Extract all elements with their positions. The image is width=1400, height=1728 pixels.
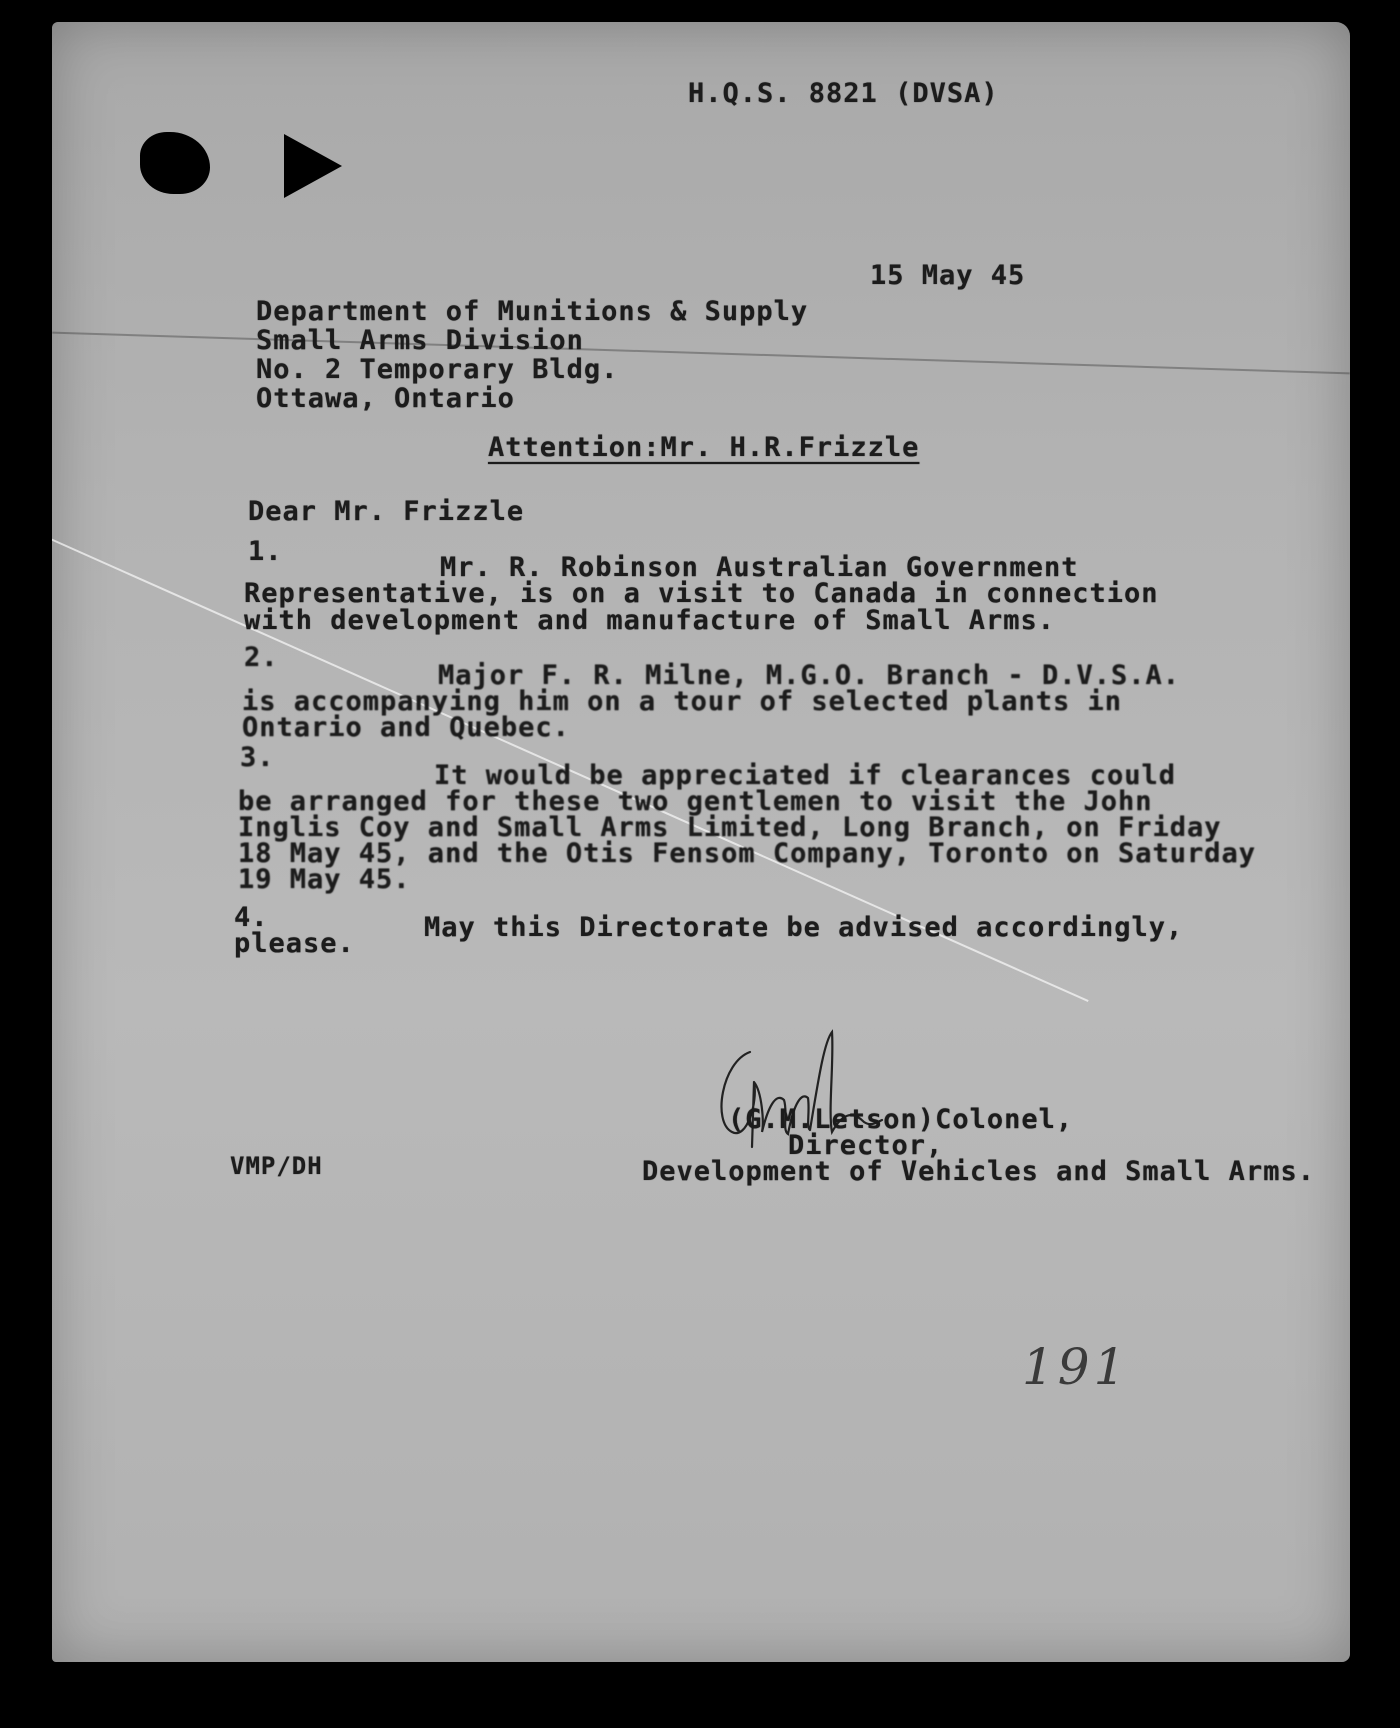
recipient-line: Ottawa, Ontario <box>256 383 515 414</box>
paragraph-number: 3. <box>240 742 275 773</box>
letter-page <box>52 22 1350 1662</box>
signatory-directorate: Development of Vehicles and Small Arms. <box>642 1156 1315 1187</box>
file-reference: H.Q.S. 8821 (DVSA) <box>688 78 999 109</box>
signatory-title: Director, <box>788 1130 944 1161</box>
paragraph-number: 2. <box>244 642 279 673</box>
recipient-line: Small Arms Division <box>256 325 584 356</box>
paragraph-line: is accompanying him on a tour of selected plants in <box>242 686 1123 717</box>
reference-initials: VMP/DH <box>230 1152 323 1180</box>
attention-line: Attention:Mr. H.R.Frizzle <box>488 432 920 463</box>
paragraph-line: 18 May 45, and the Otis Fensom Company, Toronto on Saturday <box>238 838 1257 869</box>
punch-hole-mark <box>140 132 210 194</box>
recipient-line: No. 2 Temporary Bldg. <box>256 354 619 385</box>
paragraph-line: Ontario and Quebec. <box>242 712 570 743</box>
paragraph-line: May this Directorate be advised accordingly, <box>424 912 1184 943</box>
paragraph-line: It would be appreciated if clearances could <box>434 760 1176 791</box>
salutation: Dear Mr. Frizzle <box>248 496 525 527</box>
paragraph-line: Representative, is on a visit to Canada in connection <box>244 578 1159 609</box>
paragraph-number: 1. <box>248 536 283 567</box>
paragraph-line: be arranged for these two gentlemen to visit the John <box>238 786 1153 817</box>
paragraph-number: 4. <box>234 902 269 933</box>
signatory-name: (G.M.Letson)Colonel, <box>728 1104 1074 1135</box>
recipient-line: Department of Munitions & Supply <box>256 296 809 327</box>
page-crease <box>52 332 1349 375</box>
paragraph-line: 19 May 45. <box>238 864 411 895</box>
handwritten-page-number: 191 <box>1022 1338 1130 1396</box>
punch-hole-mark <box>284 134 342 198</box>
paragraph-line: please. <box>234 928 355 959</box>
paragraph-line: Inglis Coy and Small Arms Limited, Long Branch, on Friday <box>238 812 1222 843</box>
paragraph-line: Major F. R. Milne, M.G.O. Branch - D.V.S.A. <box>438 660 1180 691</box>
paragraph-line: Mr. R. Robinson Australian Government <box>440 552 1079 583</box>
paragraph-line: with development and manufacture of Small Arms. <box>244 605 1056 636</box>
letter-date: 15 May 45 <box>870 260 1026 291</box>
